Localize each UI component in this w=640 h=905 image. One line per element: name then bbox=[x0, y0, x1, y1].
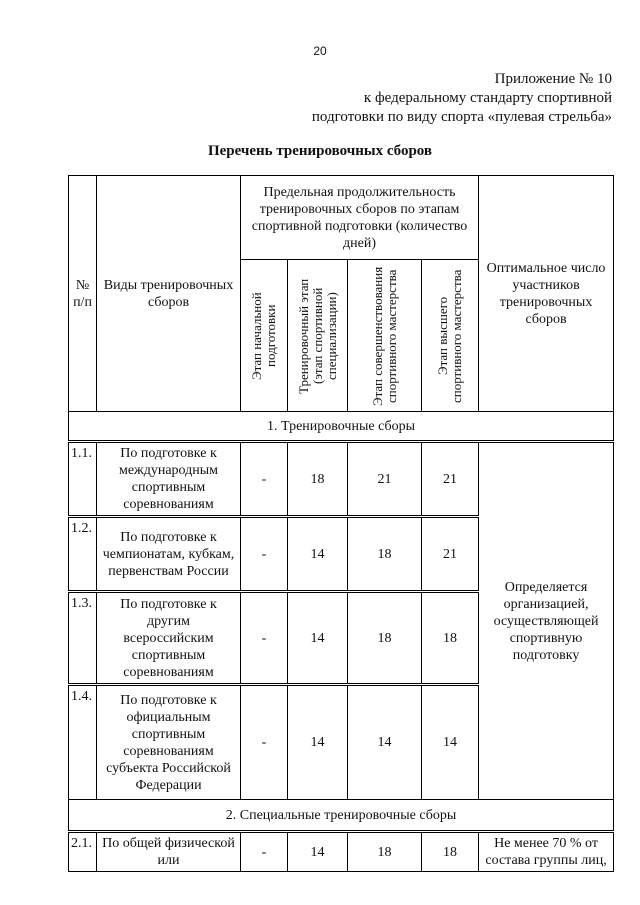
row-name: По подготовке к международным спортивным соревнованиям bbox=[97, 442, 241, 517]
row-stage-1: - bbox=[241, 592, 288, 685]
row-num: 1.4. bbox=[69, 685, 97, 800]
row-stage-2: 18 bbox=[288, 442, 348, 517]
row-stage-3: 14 bbox=[348, 685, 422, 800]
row-stage-4: 21 bbox=[422, 517, 479, 592]
row-stage-4: 14 bbox=[422, 685, 479, 800]
row-name: По общей физической или bbox=[97, 832, 241, 872]
header-type: Виды тренировочных сборов bbox=[97, 176, 241, 412]
row-stage-1: - bbox=[241, 832, 288, 872]
table-row bbox=[69, 832, 614, 872]
row-stage-1: - bbox=[241, 442, 288, 517]
row-stage-1: - bbox=[241, 685, 288, 800]
row-name: По подготовке к другим всероссийским спортивным соревнованиям bbox=[97, 592, 241, 685]
row-participants: Не менее 70 % от состава группы лиц, bbox=[479, 832, 614, 872]
row-num: 1.2. bbox=[69, 517, 97, 592]
row-name: По подготовке к чемпионатам, кубкам, первенствам России bbox=[97, 517, 241, 592]
page-number: 20 bbox=[313, 44, 327, 58]
header-stage-2-label: Тренировочный этап (этап спортивной специализации) bbox=[295, 277, 339, 394]
header-row-1 bbox=[69, 176, 614, 260]
table-row bbox=[69, 442, 614, 517]
header-stage-1 bbox=[241, 260, 288, 412]
row-num: 2.1. bbox=[69, 832, 97, 872]
header-duration-group: Предельная продолжительность тренировочных сборов по этапам спортивной подготовки (количество дней) bbox=[241, 176, 479, 260]
section-row-1 bbox=[69, 412, 614, 442]
row-stage-4: 18 bbox=[422, 832, 479, 872]
row-stage-3: 18 bbox=[348, 592, 422, 685]
row-stage-4: 21 bbox=[422, 442, 479, 517]
row-stage-3: 21 bbox=[348, 442, 422, 517]
section-title-1: 1. Тренировочные сборы bbox=[69, 412, 614, 442]
appendix-line-3: подготовки по виду спорта «пулевая стрельба» bbox=[311, 109, 612, 125]
row-stage-3: 18 bbox=[348, 832, 422, 872]
training-camps-table bbox=[68, 175, 614, 872]
row-num: 1.1. bbox=[69, 442, 97, 517]
header-stage-3-label: Этап совершенствования спортивного мастерства bbox=[369, 265, 399, 406]
row-stage-2: 14 bbox=[288, 685, 348, 800]
row-name: По подготовке к официальным спортивным соревнованиям субъекта Российской Федерации bbox=[97, 685, 241, 800]
section-title-2: 2. Специальные тренировочные сборы bbox=[69, 800, 614, 832]
header-stage-2 bbox=[288, 260, 348, 412]
header-stage-3 bbox=[348, 260, 422, 412]
row-stage-1: - bbox=[241, 517, 288, 592]
row-stage-2: 14 bbox=[288, 832, 348, 872]
row-stage-3: 18 bbox=[348, 517, 422, 592]
appendix-header bbox=[292, 70, 612, 127]
document-title: Перечень тренировочных сборов bbox=[207, 143, 433, 159]
row-stage-4: 18 bbox=[422, 592, 479, 685]
appendix-line-1: Приложение № 10 bbox=[494, 71, 612, 87]
appendix-line-2: к федеральному стандарту спортивной bbox=[363, 90, 612, 106]
section-row-2 bbox=[69, 800, 614, 832]
participants-merged: Определяется организацией, осуществляющей спортивную подготовку bbox=[479, 442, 614, 800]
row-stage-2: 14 bbox=[288, 592, 348, 685]
header-stage-4 bbox=[422, 260, 479, 412]
row-num: 1.3. bbox=[69, 592, 97, 685]
header-stage-1-label: Этап начальной подготовки bbox=[249, 291, 278, 380]
header-stage-4-label: Этап высшего спортивного мастерства bbox=[435, 268, 465, 403]
header-num: № п/п bbox=[69, 176, 97, 412]
header-participants: Оптимальное число участников тренировочных сборов bbox=[479, 176, 614, 412]
row-stage-2: 14 bbox=[288, 517, 348, 592]
